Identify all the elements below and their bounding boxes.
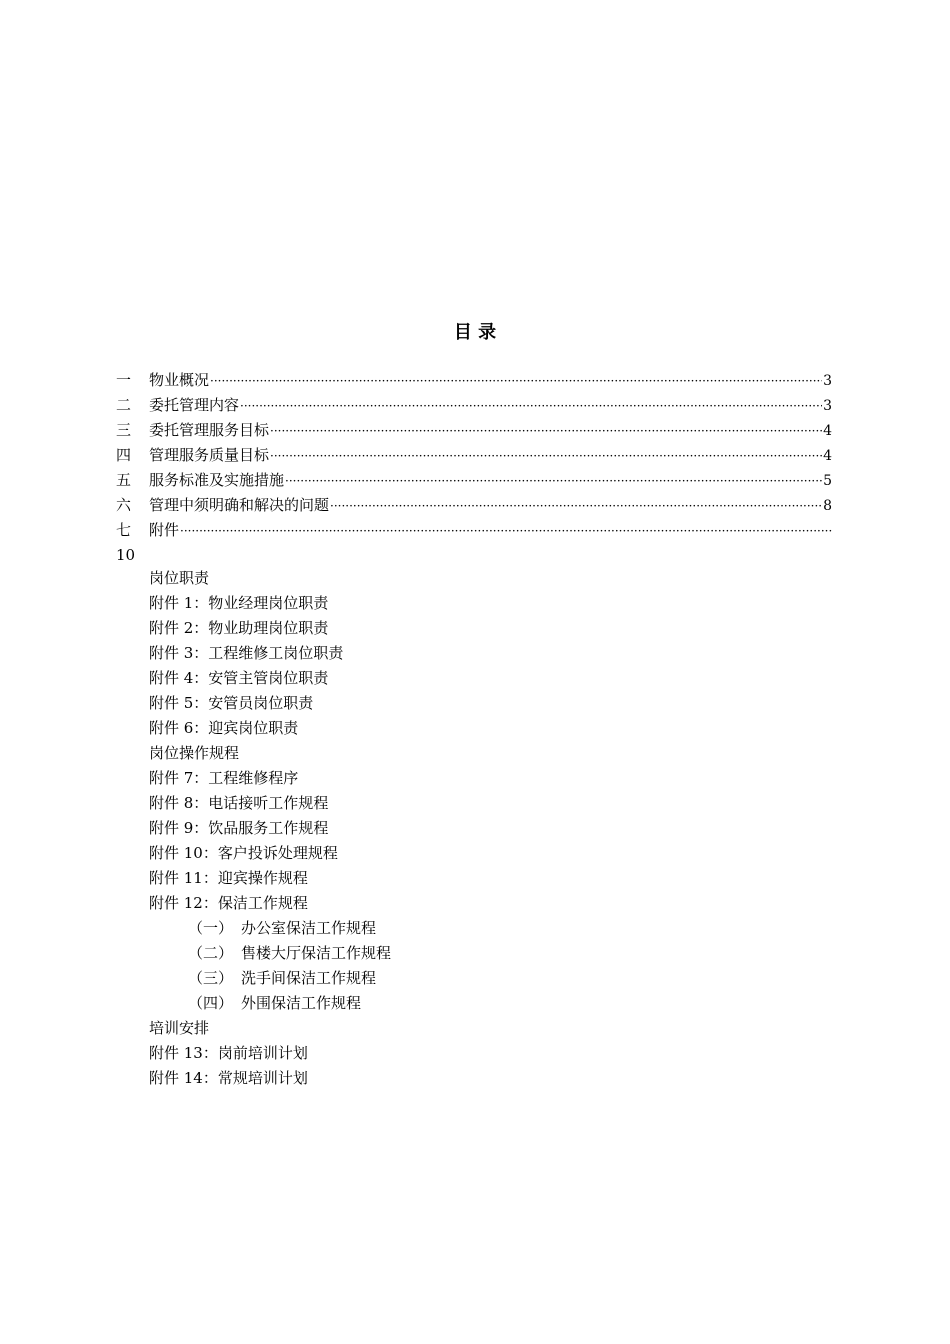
toc-entry-number: 一 (116, 371, 132, 389)
toc-entry-label: 附件 (149, 521, 180, 539)
toc-dot-leader (240, 394, 822, 419)
toc-entry-number: 二 (116, 396, 132, 414)
appendix-item[interactable]: 附件 1：物业经理岗位职责 (149, 594, 329, 612)
appendix-item[interactable]: 附件 4：安管主管岗位职责 (149, 669, 329, 687)
toc-entry-number: 三 (116, 421, 132, 439)
appendix-item[interactable]: 附件 14：常规培训计划 (149, 1069, 308, 1087)
toc-entry-label: 管理服务质量目标 (149, 446, 270, 464)
appendix-item[interactable]: 附件 5：安管员岗位职责 (149, 694, 314, 712)
toc-entry-number: 七 (116, 521, 132, 539)
toc-entry[interactable] (116, 518, 832, 543)
subitem-label: 售楼大厅保洁工作规程 (241, 944, 392, 962)
table-of-contents (116, 368, 832, 568)
appendix-subitem[interactable] (149, 916, 391, 941)
toc-entry-page: 5 (823, 473, 832, 489)
appendix-heading: 培训安排 (149, 1019, 210, 1037)
appendix-item[interactable]: 附件 3：工程维修工岗位职责 (149, 644, 344, 662)
appendix-item[interactable]: 附件 10：客户投诉处理规程 (149, 844, 338, 862)
toc-dot-leader (285, 469, 822, 494)
toc-entry-label: 物业概况 (149, 371, 210, 389)
toc-entry-label: 委托管理服务目标 (149, 421, 270, 439)
appendix-item[interactable]: 附件 12：保洁工作规程 (149, 894, 308, 912)
toc-entry[interactable] (116, 468, 832, 493)
toc-entry-number: 五 (116, 471, 132, 489)
toc-entry-number: 四 (116, 446, 132, 464)
appendix-subitem[interactable] (149, 966, 391, 991)
subitem-index: （四） (188, 994, 234, 1012)
toc-entry[interactable] (116, 418, 832, 443)
appendix-list (149, 566, 391, 1091)
toc-entry-page: 3 (823, 373, 832, 389)
subitem-index: （二） (188, 944, 234, 962)
toc-entry[interactable] (116, 493, 832, 518)
toc-entry-page-wrapped: 10 (116, 546, 136, 564)
toc-entry[interactable] (116, 368, 832, 393)
toc-entry-number: 六 (116, 496, 132, 514)
appendix-item[interactable]: 附件 8：电话接听工作规程 (149, 794, 329, 812)
appendix-subitem[interactable] (149, 941, 391, 966)
toc-entry-page: 4 (823, 423, 832, 439)
toc-entry-label: 管理中须明确和解决的问题 (149, 496, 330, 514)
toc-dot-leader (210, 369, 822, 394)
toc-dot-leader (180, 519, 832, 544)
appendix-heading: 岗位操作规程 (149, 744, 240, 762)
toc-entry-page: 8 (823, 498, 832, 514)
subitem-label: 洗手间保洁工作规程 (241, 969, 377, 987)
appendix-item[interactable]: 附件 7：工程维修程序 (149, 769, 299, 787)
subitem-index: （三） (188, 969, 234, 987)
appendix-subitem[interactable] (149, 991, 391, 1016)
appendix-heading: 岗位职责 (149, 569, 210, 587)
toc-dot-leader (270, 444, 822, 469)
toc-entry-label: 委托管理内容 (149, 396, 240, 414)
appendix-item[interactable]: 附件 9：饮品服务工作规程 (149, 819, 329, 837)
toc-entry-label: 服务标准及实施措施 (149, 471, 285, 489)
subitem-index: （一） (188, 919, 234, 937)
toc-entry-page: 4 (823, 448, 832, 464)
toc-dot-leader (330, 494, 822, 519)
appendix-item[interactable]: 附件 13：岗前培训计划 (149, 1044, 308, 1062)
toc-dot-leader (270, 419, 822, 444)
appendix-item[interactable]: 附件 11：迎宾操作规程 (149, 869, 308, 887)
appendix-item[interactable]: 附件 6：迎宾岗位职责 (149, 719, 299, 737)
toc-entry[interactable] (116, 393, 832, 418)
toc-entry[interactable] (116, 443, 832, 468)
appendix-item[interactable]: 附件 2：物业助理岗位职责 (149, 619, 329, 637)
subitem-label: 办公室保洁工作规程 (241, 919, 377, 937)
subitem-label: 外围保洁工作规程 (241, 994, 362, 1012)
toc-entry-page: 3 (823, 398, 832, 414)
toc-title: 目 录 (453, 322, 497, 343)
